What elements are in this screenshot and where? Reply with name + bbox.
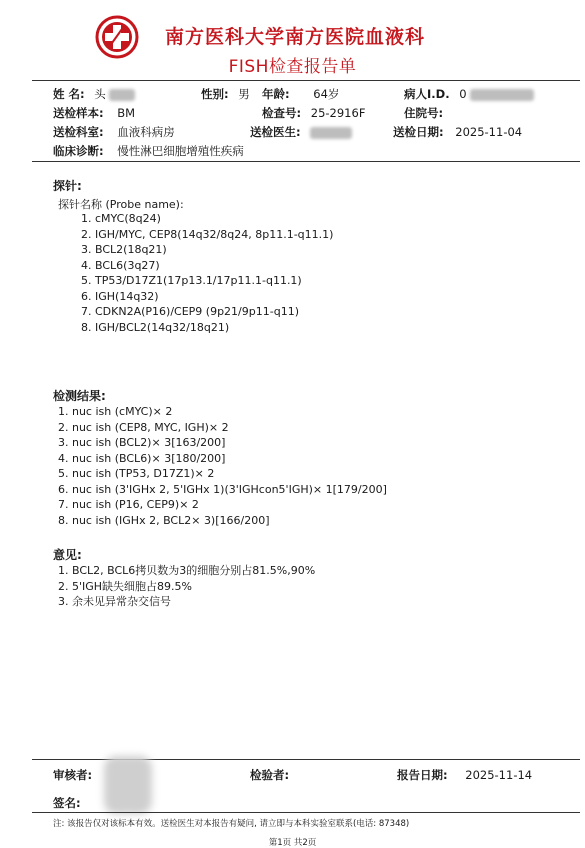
- opinion-item: 2. 5'IGH缺失细胞占89.5%: [58, 579, 192, 593]
- sample-field: 送检样本: BM: [53, 106, 136, 120]
- result-item: 4. nuc ish (BCL6)× 3[180/200]: [58, 451, 226, 465]
- exam-number-field: 检查号: 25-2916F: [262, 106, 366, 120]
- divider: [32, 80, 580, 81]
- report-date-field: 报告日期: 2025-11-14: [397, 768, 533, 782]
- result-item: 5. nuc ish (TP53, D17Z1)× 2: [58, 467, 215, 480]
- result-item: 2. nuc ish (CEP8, MYC, IGH)× 2: [58, 420, 229, 434]
- probe-item: 2. IGH/MYC, CEP8(14q32/8q24, 8p11.1-q11.1): [81, 227, 334, 241]
- result-item: 1. nuc ish (cMYC)× 2: [58, 405, 173, 418]
- probes-heading: 探针:: [53, 179, 82, 193]
- submit-date-field: 送检日期: 2025-11-04: [393, 125, 523, 139]
- probe-item: 6. IGH(14q32): [81, 289, 159, 303]
- age-field: 年龄: 64岁: [262, 87, 340, 101]
- redacted-id: [470, 89, 534, 101]
- result-item: 6. nuc ish (3'IGHx 2, 5'IGHx 1)(3'IGHcon5'IGH)× 1[179/200]: [58, 482, 387, 496]
- signature-label: 签名:: [53, 796, 81, 810]
- hospital-name: 南方医科大学南方医院血液科: [165, 26, 426, 48]
- divider: [32, 161, 580, 162]
- doctor-field: 送检医生:: [250, 124, 352, 140]
- redacted-signature: [104, 756, 152, 814]
- inpatient-number-field: 住院号:: [404, 106, 444, 120]
- department-field: 送检科室: 血液科病房: [53, 125, 175, 139]
- page-number: 第1页 共2页: [268, 838, 317, 848]
- probes-intro: 探针名称 (Probe name):: [58, 198, 184, 211]
- probe-item: 4. BCL6(3q27): [81, 258, 160, 272]
- probe-item: 5. TP53/D17Z1(17p13.1/17p11.1-q11.1): [81, 274, 302, 287]
- examiner-label: 检验者:: [250, 768, 290, 782]
- report-title: FISH检查报告单: [228, 57, 357, 77]
- sex-field: 性别: 男: [201, 87, 250, 101]
- reviewer-label: 审核者:: [53, 768, 93, 782]
- patient-id-field: 病人I.D. 0: [404, 86, 534, 102]
- result-item: 7. nuc ish (P16, CEP9)× 2: [58, 498, 199, 511]
- diagnosis-field: 临床诊断: 慢性淋巴细胞增殖性疾病: [53, 144, 244, 158]
- probe-item: 3. BCL2(18q21): [81, 243, 167, 256]
- patient-name-field: 姓 名: 头: [53, 86, 135, 102]
- opinion-heading: 意见:: [53, 548, 82, 562]
- probe-item: 8. IGH/BCL2(14q32/18q21): [81, 320, 230, 334]
- probe-item: 7. CDKN2A(P16)/CEP9 (9p21/9p11-q11): [81, 305, 299, 318]
- result-item: 3. nuc ish (BCL2)× 3[163/200]: [58, 436, 226, 449]
- opinion-item: 1. BCL2, BCL6拷贝数为3的细胞分别占81.5%,90%: [58, 564, 316, 577]
- probe-item: 1. cMYC(8q24): [81, 212, 161, 225]
- results-heading: 检测结果:: [53, 389, 106, 403]
- divider: [32, 812, 580, 813]
- redacted-name: [109, 89, 135, 101]
- redacted-doctor: [310, 127, 352, 139]
- footer-note: 注: 该报告仅对该标本有效。送检医生对本报告有疑问, 请立即与本科实验室联系(电话: 87348): [53, 819, 410, 829]
- opinion-item: 3. 余未见异常杂交信号: [58, 595, 171, 608]
- result-item: 8. nuc ish (IGHx 2, BCL2× 3)[166/200]: [58, 513, 270, 527]
